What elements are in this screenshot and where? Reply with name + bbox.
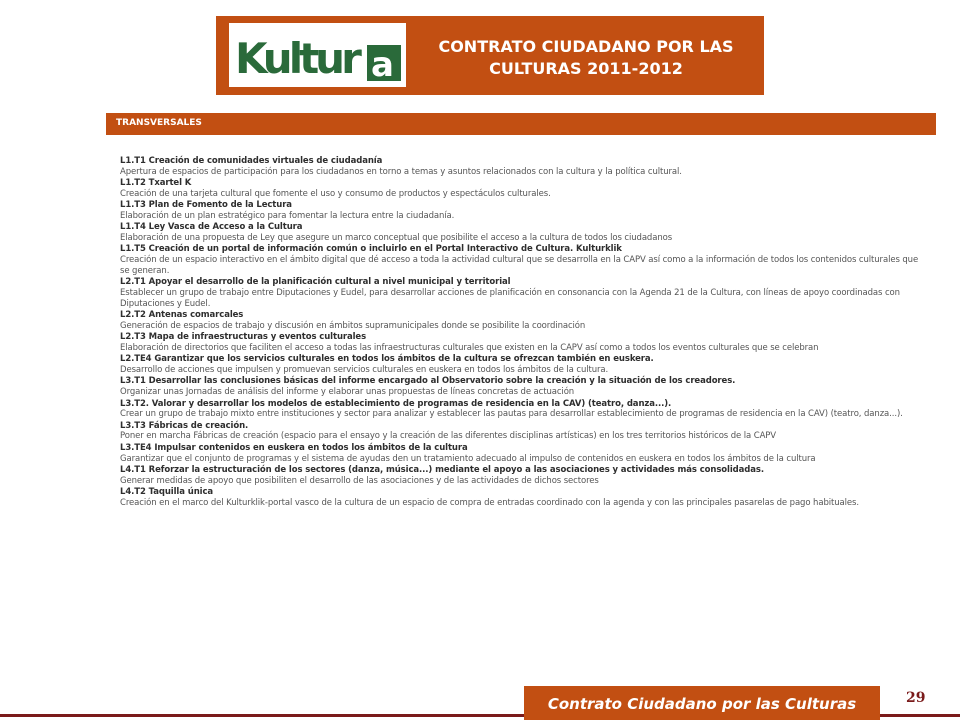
- item-title: L1.T1 Creación de comunidades virtuales de ciudadanía: [120, 156, 383, 166]
- kultura-logo: [229, 23, 406, 87]
- item-description: Generación de espacios de trabajo y discusión en ámbitos supramunicipales donde se posibilite la coordinación: [120, 320, 586, 331]
- item-title: L3.TE4 Impulsar contenidos en euskera en todos los ámbitos de la cultura: [120, 442, 468, 453]
- title-line-2: CULTURAS 2011-2012: [489, 59, 683, 78]
- item-title: L4.T2 Taquilla única: [120, 486, 214, 497]
- item-description: Elaboración de una propuesta de Ley que asegure un marco conceptual que posibilite el acceso a la cultura de todos los ciudadanos: [120, 233, 673, 244]
- section-label: TRANSVERSALES: [116, 118, 202, 128]
- item-description: Generar medidas de apoyo que posibiliten el desarrollo de las asociaciones y de las actividades de dichos sectores: [120, 475, 599, 486]
- item-title: L3.T3 Fábricas de creación.: [120, 420, 249, 431]
- page-number: 29: [906, 690, 926, 706]
- item-description: Elaboración de directorios que faciliten el acceso a todas las infraestructuras culturales que existen en la CAPV así como a todos los eventos culturales que se celebran: [120, 343, 819, 354]
- item-description: Crear un grupo de trabajo mixto entre instituciones y sector para analizar y establecer las pautas para desarrollar establecimiento de programas de residencia en la CAV) (teatro, danza...).: [120, 409, 903, 420]
- item-title: L1.T5 Creación de un portal de información común o incluirlo en el Portal Interactivo de Cultura. Kulturklik: [120, 244, 622, 255]
- item-description: Creación en el marco del Kulturklik-portal vasco de la cultura de un espacio de compra de entradas coordinado con la agenda y con las principales pasarelas de pago habituales.: [120, 497, 859, 508]
- title-line-1: CONTRATO CIUDADANO POR LAS: [438, 37, 734, 56]
- item-description: Creación de una tarjeta cultural que fomente el uso y consumo de productos y espectáculos culturales.: [120, 188, 551, 199]
- item-description: Organizar unas Jornadas de análisis del informe y elaborar unas propuestas de líneas concretas de actuación: [120, 387, 575, 398]
- item-description: Establecer un grupo de trabajo entre Diputaciones y Eudel, para desarrollar acciones de planificación en consonancia con la Agenda 21 de la Cultura, con líneas de apoyo coordinadas con Diputaciones y Eudel.: [120, 288, 900, 309]
- footer-text: Contrato Ciudadano por las Culturas: [547, 695, 857, 713]
- item-title: L3.T1 Desarrollar las conclusiones básicas del informe encargado al Observatorio sobre la creación y la situación de los creadores.: [120, 376, 736, 387]
- section-header-bar: [106, 113, 936, 135]
- item-description: Elaboración de un plan estratégico para fomentar la lectura entre la ciudadanía.: [120, 210, 455, 221]
- item-title: L2.T3 Mapa de infraestructuras y eventos culturales: [120, 332, 367, 343]
- item-title: L2.TE4 Garantizar que los servicios culturales en todos los ámbitos de la cultura se ofrezcan también en euskera.: [120, 354, 654, 365]
- item-description: Poner en marcha Fábricas de creación (espacio para el ensayo y la creación de las diferentes disciplinas artísticas) en los tres territorios históricos de la CAPV: [120, 431, 777, 442]
- svg-text:a: a: [371, 45, 394, 85]
- item-description: Desarrollo de acciones que impulsen y promuevan servicios culturales en euskera en todos los ámbitos de la cultura.: [120, 365, 609, 376]
- item-title: L1.T4 Ley Vasca de Acceso a la Cultura: [120, 222, 303, 233]
- items-list: [120, 156, 928, 509]
- item-title: L1.T3 Plan de Fomento de la Lectura: [120, 200, 292, 211]
- svg-text:Kultur: Kultur: [235, 34, 358, 83]
- document-title: [416, 36, 756, 80]
- header-banner: [216, 16, 764, 95]
- item-description: Apertura de espacios de participación para los ciudadanos en torno a temas y asuntos relacionados con la cultura y la política cultural.: [120, 166, 682, 177]
- item-title: L4.T1 Reforzar la estructuración de los sectores (danza, música...) mediante el apoyo a las asociaciones y actividades más consolidadas.: [120, 464, 764, 475]
- item-description: Creación de un espacio interactivo en el ámbito digital que dé acceso a toda la actividad cultural que se desarrolla en la CAPV así como a la información de todos los contenidos culturales que se generan.: [120, 255, 919, 276]
- item-title: L2.T2 Antenas comarcales: [120, 310, 244, 321]
- footer-banner: [524, 686, 880, 720]
- item-title: L2.T1 Apoyar el desarrollo de la planificación cultural a nivel municipal y territorial: [120, 277, 511, 288]
- item-description: Garantizar que el conjunto de programas y el sistema de ayudas den un tratamiento adecuado al impulso de contenidos en euskera en todos los ámbitos de la cultura: [120, 453, 816, 464]
- item-title: L3.T2. Valorar y desarrollar los modelos de establecimiento de programas de residencia en la CAV) (teatro, danza...).: [120, 398, 672, 409]
- item-title: L1.T2 Txartel K: [120, 178, 192, 189]
